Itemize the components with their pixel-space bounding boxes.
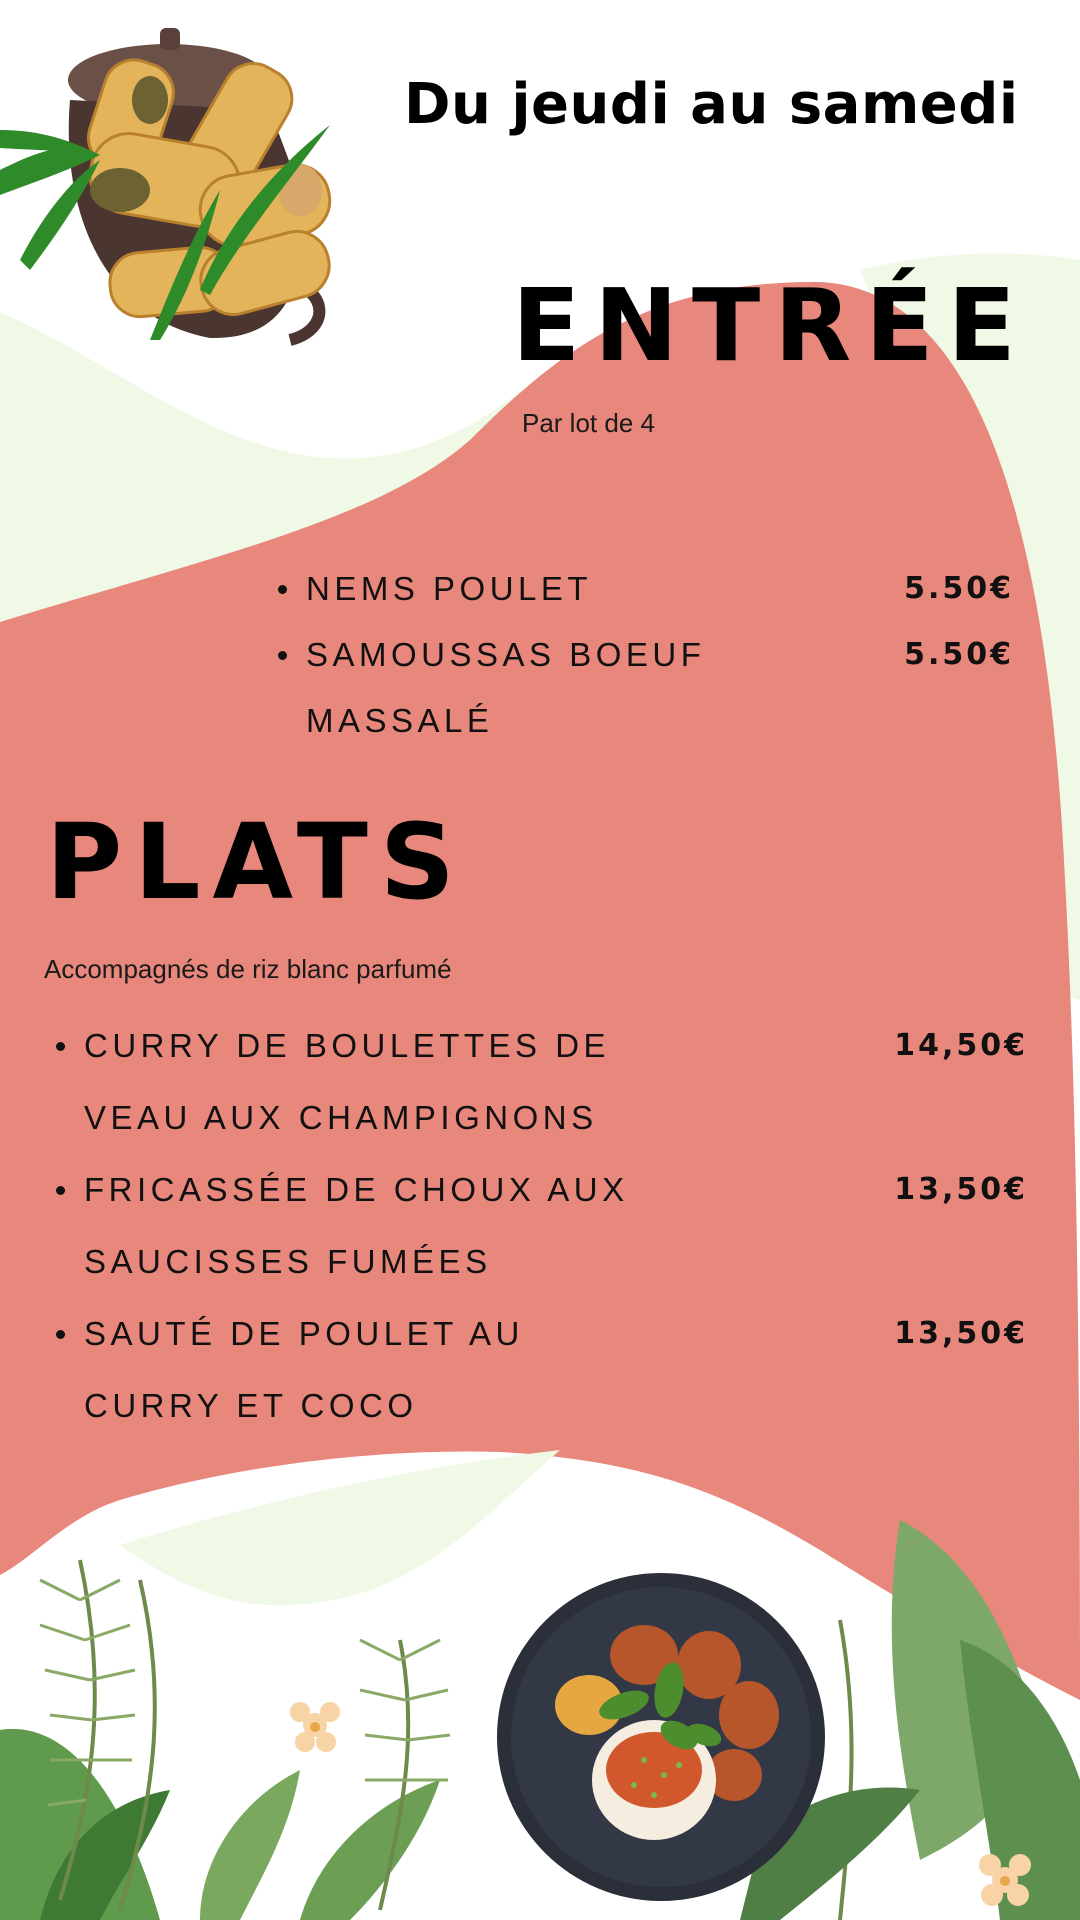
entree-title: ENTRÉE [512, 267, 1030, 384]
item-price: 14,50€ [894, 1028, 1028, 1063]
item-name: SAMOUSSAS BOEUF MASSALÉ [306, 622, 736, 754]
curry-plate-image [494, 1570, 828, 1904]
entree-subtitle: Par lot de 4 [522, 408, 655, 438]
schedule-heading: Du jeudi au samedi [404, 72, 1019, 137]
item-name: NEMS POULET [306, 556, 592, 622]
item-name: CURRY DE BOULETTES DE VEAU AUX CHAMPIGNONS [84, 1010, 644, 1154]
plats-list [84, 1010, 1028, 1442]
item-name: SAUTÉ DE POULET AU CURRY ET COCO [84, 1298, 644, 1442]
list-item [84, 1154, 1028, 1298]
list-item [306, 622, 1014, 754]
list-item [306, 556, 1014, 622]
item-price: 13,50€ [894, 1316, 1028, 1351]
list-item [84, 1010, 1028, 1154]
spring-rolls-image [0, 20, 360, 360]
plats-subtitle: Accompagnés de riz blanc parfumé [44, 954, 452, 984]
item-price: 5.50€ [904, 637, 1014, 672]
plats-title: PLATS [46, 801, 467, 923]
item-price: 13,50€ [894, 1172, 1028, 1207]
list-item [84, 1298, 1028, 1442]
item-name: FRICASSÉE DE CHOUX AUX SAUCISSES FUMÉES [84, 1154, 644, 1298]
item-price: 5.50€ [904, 571, 1014, 606]
entree-list [306, 556, 1014, 754]
